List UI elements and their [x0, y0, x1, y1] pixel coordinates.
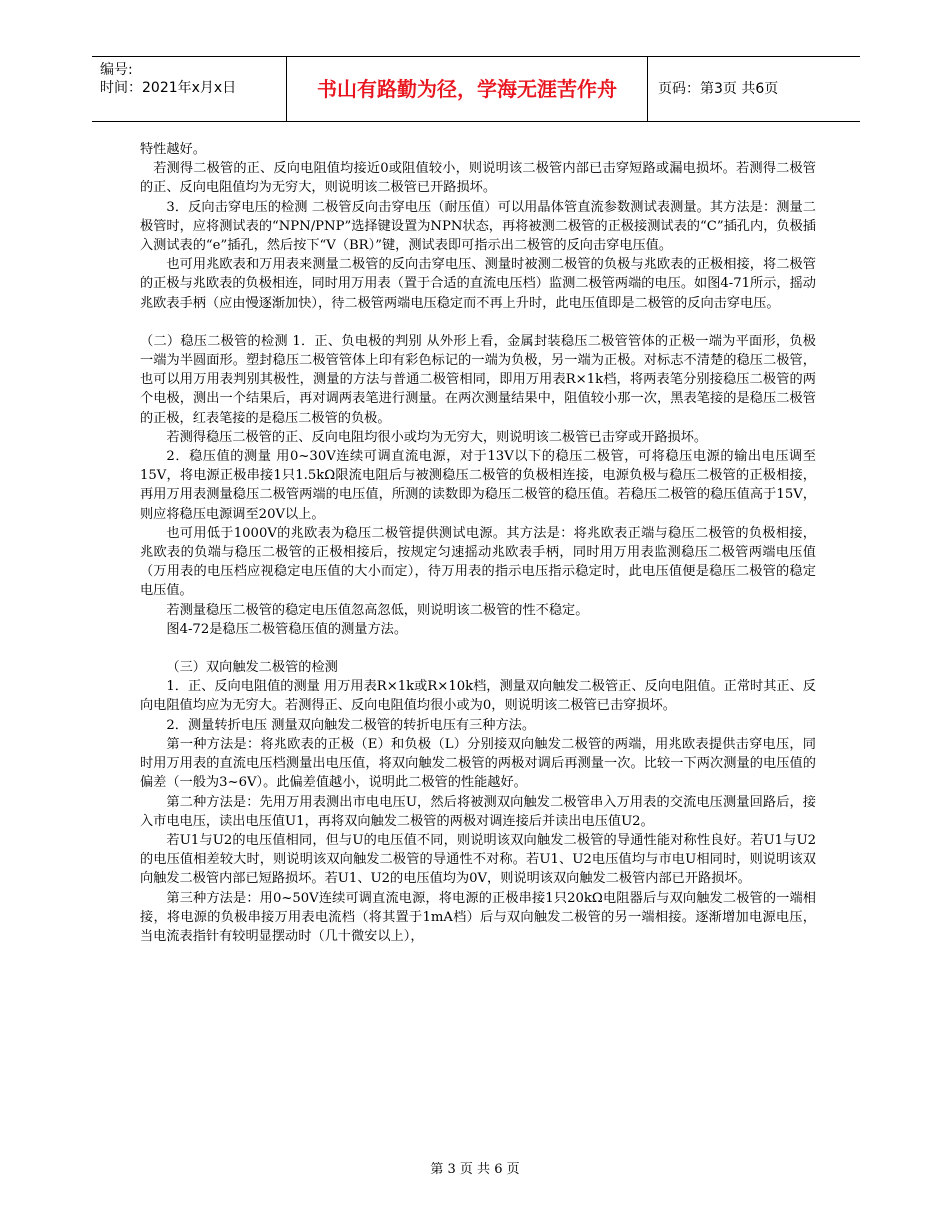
body-paragraph: （二）稳压二极管的检测 1．正、负电极的判别 从外形上看，金属封装稳压二极管管体的正极一端为平面形，负极一端为半圆面形。塑封稳压二极管管体上印有彩色标记的一端为负极，另一端为正极。对标志不清楚的稳压二极管，也可以用万用表判别其极性，测量的方法与普通二极管相同，即用万用表R×1k档，将两表笔分别接稳压二极管的两个电极，测出一个结果后，再对调两表笔进行测量。在两次测量结果中，阻值较小那一次，黑表笔接的是稳压二极管的正极，红表笔接的是稳压二极管的负极。 — [140, 333, 816, 426]
body-paragraph: 1．正、反向电阻值的测量 用万用表R×1k或R×10k档，测量双向触发二极管正、反向电阻值。正常时其正、反向电阻值均应为无穷大。若测得正、反向电阻值均很小或为0，则说明该二极管已击穿损坏。 — [140, 679, 816, 714]
document-number-label: 编号: — [100, 62, 133, 78]
body-paragraph: 若U1与U2的电压值相同，但与U的电压值不同，则说明该双向触发二极管的导通性能对称性良好。若U1与U2的电压值相差较大时，则说明该双向触发二极管的导通性不对称。若U1、U2电压值均与市电U相同时，则说明该双向触发二极管内部已短路损坏。若U1、U2的电压值均为0V，则说明该双向触发二极管内部已开路损坏。 — [140, 832, 816, 887]
header-motto: 书山有路勤为径，学海无涯苦作舟 — [286, 57, 648, 121]
body-paragraph: 若测得稳压二极管的正、反向电阻均很小或均为无穷大，则说明该二极管已击穿或开路损坏。 — [166, 429, 708, 445]
document-time-label: 时间：2021年x月x日 — [100, 80, 237, 96]
body-paragraph: 2．测量转折电压 测量双向触发二极管的转折电压有三种方法。 — [166, 717, 536, 733]
body-paragraph: 特性越好。 — [140, 142, 206, 157]
body-paragraph: 2．稳压值的测量 用0~30V连续可调直流电源，对于13V以下的稳压二极管，可将稳压电源的输出电压调至15V，将电源正极串接1只1.5kΩ限流电阻后与被测稳压二极管的负极相连接，电源负极与稳压二极管的正极相接，再用万用表测量稳压二极管两端的电压值，所测的读数即为稳压二极管的稳压值。若稳压二极管的稳压值高于15V，则应将稳压电源调至20V以上。 — [140, 449, 816, 522]
page-header — [92, 56, 860, 122]
body-paragraph: 若测得二极管的正、反向电阻值均接近0或阻值较小，则说明该二极管内部已击穿短路或漏电损坏。若测得二极管的正、反向电阻值均为无穷大，则说明该二极管已开路损坏。 — [140, 161, 816, 196]
header-meta — [92, 57, 286, 121]
body-paragraph: （三）双向触发二极管的检测 — [166, 660, 338, 676]
body-paragraph: 也可用低于1000V的兆欧表为稳压二极管提供测试电源。其方法是：将兆欧表正端与稳压二极管的负极相接，兆欧表的负端与稳压二极管的正极相接后，按规定匀速摇动兆欧表手柄，同时用万用表监测稳压二极管两端电压值（万用表的电压档应视稳定电压值的大小而定），待万用表的指示电压指示稳定时，此电压值便是稳压二极管的稳定电压值。 — [140, 525, 816, 599]
document-body — [140, 140, 816, 946]
body-paragraph: 图4-72是稳压二极管稳压值的测量方法。 — [166, 621, 408, 637]
body-paragraph: 3．反向击穿电压的检测 二极管反向击穿电压（耐压值）可以用晶体管直流参数测试表测量。其方法是：测量二极管时，应将测试表的“NPN/PNP”选择键设置为NPN状态，再将被测二极管的正极接测试表的“C”插孔内，负极插入测试表的“e”插孔，然后按下“V（BR）”键，测试表即可指示出二极管的反向击穿电压值。 — [140, 199, 816, 254]
body-paragraph: 第二种方法是：先用万用表测出市电电压U，然后将被测双向触发二极管串入万用表的交流电压测量回路后，接入市电电压，读出电压值U1，再将双向触发二极管的两极对调连接后并读出电压值U2。 — [140, 794, 816, 829]
body-paragraph: 也可用兆欧表和万用表来测量二极管的反向击穿电压、测量时被测二极管的负极与兆欧表的正极相接，将二极管的正极与兆欧表的负极相连，同时用万用表（置于合适的直流电压档）监测二极管两端的电压。如图4-71所示，摇动兆欧表手柄（应由慢逐渐加快），待二极管两端电压稳定而不再上升时，此电压值即是二极管的反向击穿电压。 — [140, 257, 816, 311]
header-page-label: 页码：第3页 共6页 — [658, 81, 779, 97]
body-paragraph: 第三种方法是：用0~50V连续可调直流电源，将电源的正极串接1只20kΩ电阻器后与双向触发二极管的一端相接，将电源的负极串接万用表电流档（将其置于1mA档）后与双向触发二极管的另一端相接。逐渐增加电源电压，当电流表指针有较明显摆动时（几十微安以上）， — [140, 890, 816, 944]
body-paragraph: 第一种方法是：将兆欧表的正极（E）和负极（L）分别接双向触发二极管的两端，用兆欧表提供击穿电压，同时用万用表的直流电压档测量出电压值，将双向触发二极管的两极对调后再测量一次。比较一下两次测量的电压值的偏差（一般为3~6V）。此偏差值越小，说明此二极管的性能越好。 — [140, 736, 816, 791]
paragraph-gap — [140, 313, 816, 332]
body-paragraph: 若测量稳压二极管的稳定电压值忽高忽低，则说明该二极管的性不稳定。 — [166, 602, 589, 618]
page-footer: 第 3 页 共 6 页 — [430, 1162, 520, 1177]
paragraph-gap — [140, 639, 816, 658]
